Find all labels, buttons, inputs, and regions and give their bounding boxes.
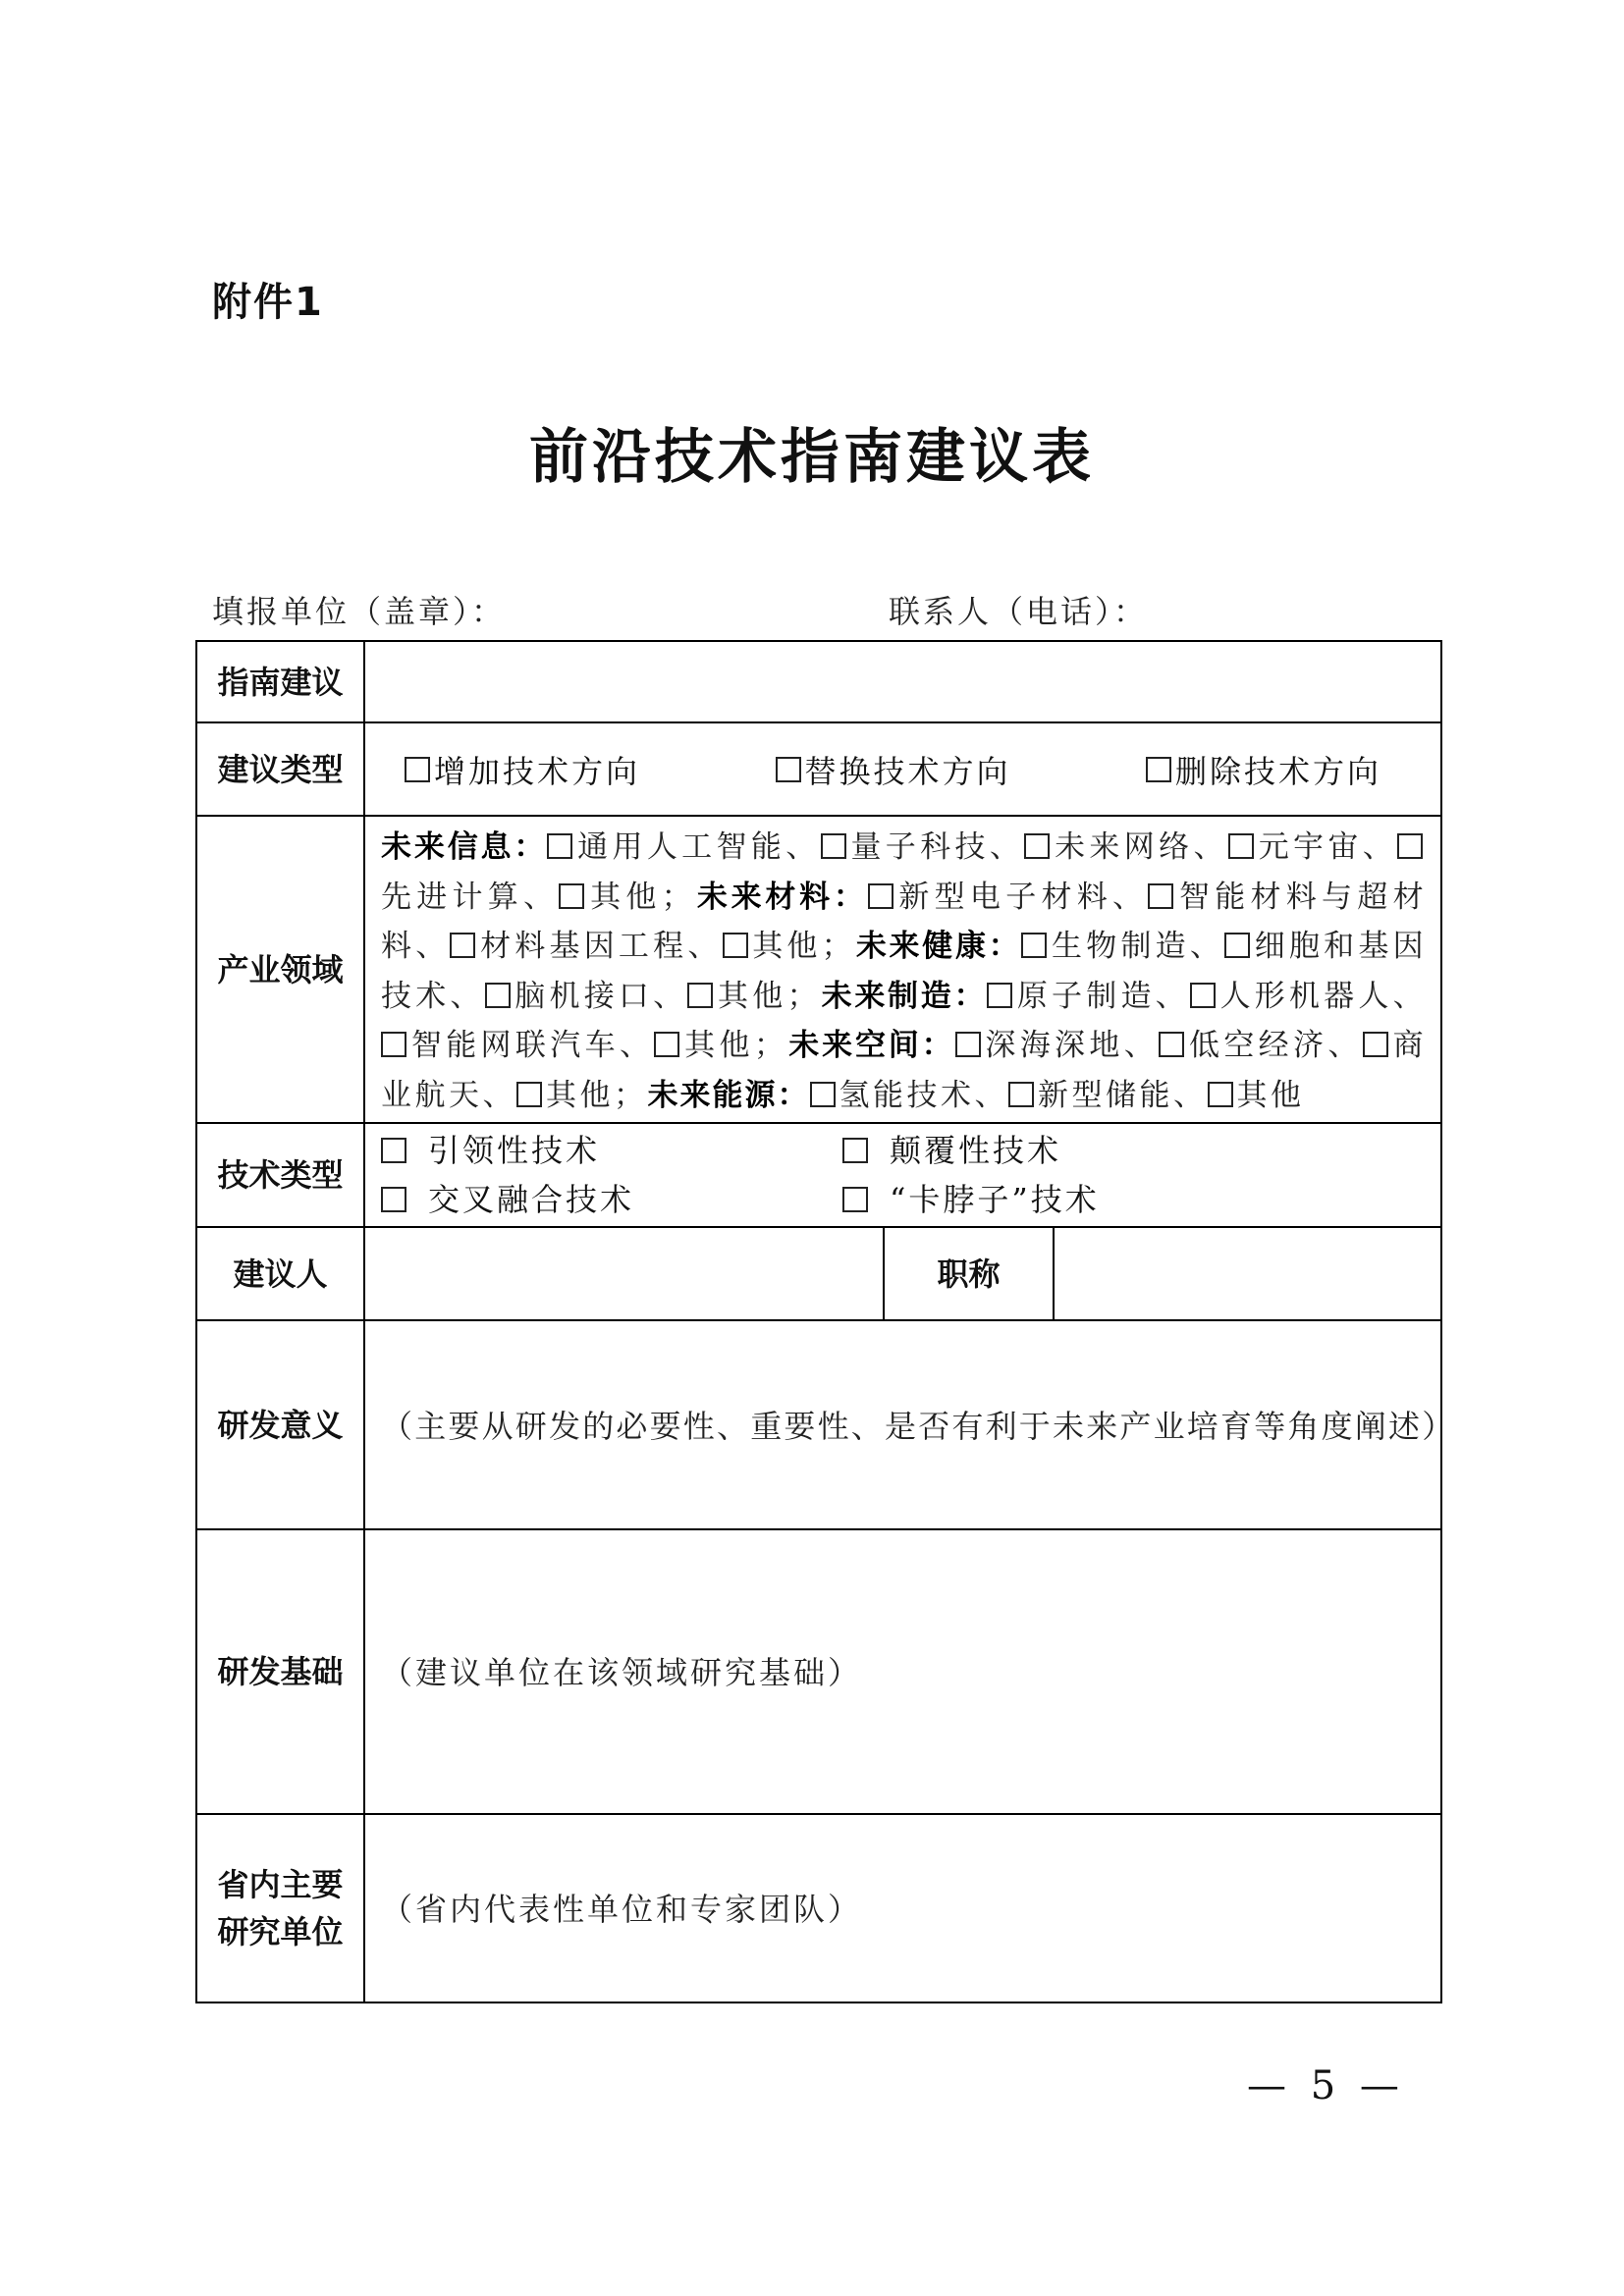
option-bottleneck-tech[interactable]: “卡脖子”技术 xyxy=(842,1175,1304,1224)
industry-option-label: 先进计算 xyxy=(381,879,524,915)
checkbox-icon[interactable] xyxy=(450,933,475,958)
industry-option-label: 其他 xyxy=(1236,1077,1305,1113)
industry-option-label: 材料基因工程 xyxy=(479,929,688,964)
significance-input-cell[interactable] xyxy=(364,1320,1456,1529)
industry-option-label: 脑机接口 xyxy=(514,978,654,1014)
foundation-label: 研发基础 xyxy=(196,1529,364,1814)
type-label: 建议类型 xyxy=(196,722,364,816)
guide-label: 指南建议 xyxy=(196,641,364,722)
row-significance xyxy=(196,1320,1441,1529)
row-type xyxy=(196,722,1441,816)
checkbox-icon[interactable] xyxy=(1397,833,1423,859)
reporting-unit-label: 填报单位（盖章）： xyxy=(212,593,507,630)
attachment-label: 附件1 xyxy=(212,280,324,325)
option-add[interactable]: 增加技术方向 xyxy=(405,747,640,792)
industry-option-label: 人形机器人 xyxy=(1218,978,1393,1014)
industry-group-label: 未来制造： xyxy=(820,978,988,1014)
checkbox-icon[interactable] xyxy=(810,1082,836,1107)
checkbox-icon[interactable] xyxy=(687,983,713,1008)
checkbox-icon[interactable] xyxy=(987,983,1012,1008)
checkbox-icon[interactable] xyxy=(381,1187,406,1212)
checkbox-icon[interactable] xyxy=(1190,983,1216,1008)
industry-option-label: 商业航天 xyxy=(381,1028,1428,1113)
checkbox-icon[interactable] xyxy=(485,983,511,1008)
industry-option-label: 通用人工智能 xyxy=(576,829,786,865)
proposal-form-table xyxy=(195,640,1456,2003)
industry-option-label: 新型电子材料 xyxy=(896,879,1112,915)
industry-option-label: 其他 xyxy=(751,929,822,964)
checkbox-icon[interactable] xyxy=(1146,757,1171,782)
title-label: 职称 xyxy=(884,1227,1054,1320)
industry-option-label: 新型储能 xyxy=(1038,1077,1173,1113)
industry-group-label: 未来信息： xyxy=(381,829,548,865)
title-input-cell[interactable] xyxy=(1054,1227,1441,1320)
foundation-input-cell[interactable] xyxy=(364,1529,1441,1814)
contact-label: 联系人（电话）： xyxy=(889,593,1149,630)
industry-option-label: 细胞和基因技术 xyxy=(381,929,1428,1014)
page-number: — 5 — xyxy=(1247,2063,1405,2109)
form-title: 前沿技术指南建议表 xyxy=(529,423,1095,492)
industry-option-label: 其他 xyxy=(588,879,662,915)
checkbox-icon[interactable] xyxy=(821,833,846,859)
checkbox-icon[interactable] xyxy=(381,1032,406,1057)
significance-label: 研发意义 xyxy=(196,1320,364,1529)
checkbox-icon[interactable] xyxy=(723,933,748,958)
row-guide xyxy=(196,641,1441,722)
industry-option-label: 原子制造 xyxy=(1016,978,1156,1014)
checkbox-icon[interactable] xyxy=(654,1032,679,1057)
industry-option-label: 未来网络 xyxy=(1054,829,1194,865)
checkbox-icon[interactable] xyxy=(381,1138,406,1163)
checkbox-icon[interactable] xyxy=(1148,883,1173,909)
industry-option-label: 其他 xyxy=(546,1077,614,1113)
tech-options-cell xyxy=(364,1123,1441,1227)
checkbox-icon[interactable] xyxy=(405,757,430,782)
row-foundation xyxy=(196,1529,1441,1814)
row-proposer xyxy=(196,1227,1441,1320)
option-replace[interactable]: 替换技术方向 xyxy=(776,747,1011,792)
option-leading-tech[interactable]: 引领性技术 xyxy=(381,1126,842,1175)
checkbox-icon[interactable] xyxy=(559,883,584,909)
option-disruptive-tech[interactable]: 颠覆性技术 xyxy=(842,1126,1304,1175)
proposer-label: 建议人 xyxy=(196,1227,364,1320)
foundation-hint: （建议单位在该领域研究基础） xyxy=(381,1654,863,1691)
industry-option-label: 元宇宙 xyxy=(1257,829,1363,865)
checkbox-icon[interactable] xyxy=(776,757,801,782)
tech-label: 技术类型 xyxy=(196,1123,364,1227)
checkbox-icon[interactable] xyxy=(1024,833,1050,859)
industry-label: 产业领域 xyxy=(196,816,364,1123)
checkbox-icon[interactable] xyxy=(842,1138,868,1163)
industry-option-label: 其他 xyxy=(717,978,787,1014)
industry-group-label: 未来能源： xyxy=(647,1077,810,1113)
research-units-hint: （省内代表性单位和专家团队） xyxy=(381,1891,863,1928)
industry-options-cell xyxy=(364,816,1441,1123)
industry-option-label: 智能材料与超材料 xyxy=(381,879,1428,964)
option-delete[interactable]: 删除技术方向 xyxy=(1146,747,1381,792)
checkbox-icon[interactable] xyxy=(1363,1032,1388,1057)
industry-group-label: 未来健康： xyxy=(855,929,1022,964)
industry-option-label: 氢能技术 xyxy=(839,1077,975,1113)
proposer-input-cell[interactable] xyxy=(364,1227,884,1320)
significance-hint: （主要从研发的必要性、重要性、是否有利于未来产业培育等角度阐述） xyxy=(381,1407,1456,1445)
industry-group-label: 未来材料： xyxy=(695,879,868,915)
industry-option-label: 生物制造 xyxy=(1051,929,1190,964)
checkbox-icon[interactable] xyxy=(1228,833,1254,859)
checkbox-icon[interactable] xyxy=(547,833,572,859)
research-units-input-cell[interactable] xyxy=(364,1814,1441,2002)
industry-option-label: 量子科技 xyxy=(849,829,990,865)
row-industry xyxy=(196,816,1441,1123)
industry-option-label: 智能网联汽车 xyxy=(410,1028,620,1063)
checkbox-icon[interactable] xyxy=(1159,1032,1184,1057)
industry-options: 未来信息： 通用人工智能、 量子科技、 未来网络、 元宇宙、先进计算、 其他；未来材料： 新型电子材料、 智能材料与超材料、 材料基因工程、 其他；未来健康： 生物制造、 细胞和基因技术、 脑机接口、 其他；未来制造： 原子制造、 人形机器人、智能网联汽车、 其他；未来空间： 深海深地、 低空经济、 商业航天、 其他；未来能源： 氢能技术、 新型储能、 其他 xyxy=(381,829,1428,1113)
row-research-units xyxy=(196,1814,1441,2002)
guide-input-cell[interactable] xyxy=(364,641,1441,722)
checkbox-icon[interactable] xyxy=(1008,1082,1034,1107)
type-options-cell xyxy=(364,722,1441,816)
industry-option-label: 深海深地 xyxy=(984,1028,1124,1063)
row-tech xyxy=(196,1123,1441,1227)
checkbox-icon[interactable] xyxy=(842,1187,868,1212)
option-cross-fusion-tech[interactable]: 交叉融合技术 xyxy=(381,1175,842,1224)
checkbox-icon[interactable] xyxy=(516,1082,542,1107)
checkbox-icon[interactable] xyxy=(955,1032,981,1057)
industry-group-label: 未来空间： xyxy=(787,1028,955,1063)
checkbox-icon[interactable] xyxy=(1021,933,1047,958)
checkbox-icon[interactable] xyxy=(1208,1082,1233,1107)
industry-option-label: 低空经济 xyxy=(1188,1028,1328,1063)
research-units-label: 省内主要研究单位 xyxy=(196,1814,364,2002)
checkbox-icon[interactable] xyxy=(868,883,893,909)
checkbox-icon[interactable] xyxy=(1224,933,1250,958)
industry-option-label: 其他 xyxy=(683,1028,754,1063)
